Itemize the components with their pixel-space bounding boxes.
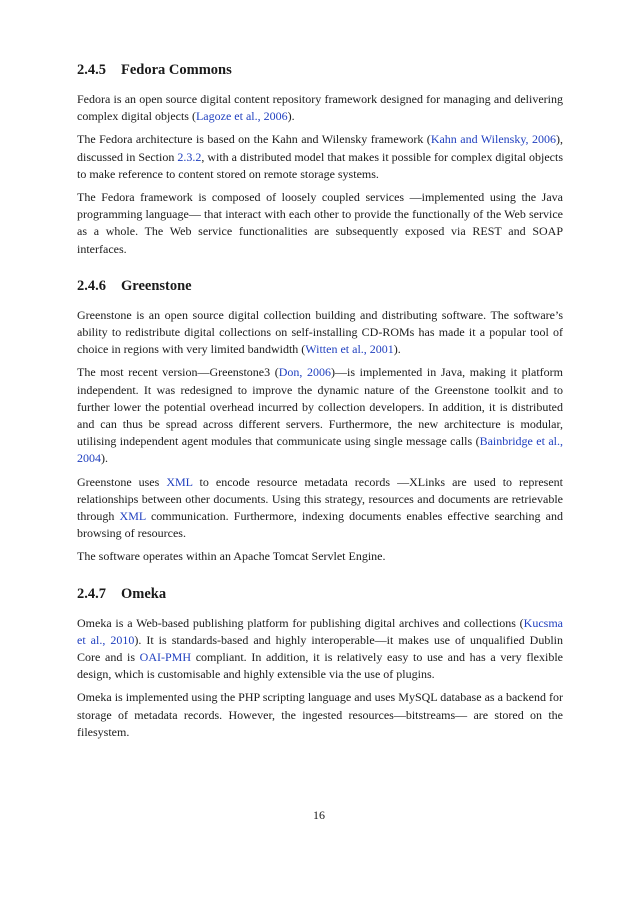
paragraph-text: ), discussed in Section: [77, 132, 563, 164]
section-title: Omeka: [121, 585, 167, 602]
section-2: [77, 584, 563, 741]
section-heading: [77, 276, 563, 296]
paragraph-text: ).: [287, 109, 295, 124]
paragraph-text: The software operates within an Apache Tomcat Servlet Engine.: [77, 549, 386, 564]
paragraph: [77, 91, 563, 125]
section-number: 2.4.7: [77, 585, 106, 602]
page-content: [77, 60, 563, 759]
citation-link[interactable]: Witten et al., 2001: [305, 342, 394, 357]
page-number: 16: [313, 808, 325, 822]
citation-link[interactable]: Bainbridge et al., 2004: [77, 434, 563, 466]
paragraph-text: communication. Furthermore, indexing documents enables effective searching and browsing of resources.: [77, 509, 563, 541]
paragraph-text: Omeka is implemented using the PHP scripting language and uses MySQL database as a backend for storage of metadata records. However, the ingested resources—bitstreams— are stored on the filesystem.: [77, 690, 563, 739]
citation-link[interactable]: XML: [166, 474, 193, 489]
paragraph-text: The Fedora architecture is based on the Kahn and Wilensky framework (: [77, 132, 431, 147]
section-heading: [77, 584, 563, 604]
paragraph: [77, 131, 563, 183]
citation-link[interactable]: Don, 2006: [278, 365, 332, 380]
section-heading: [77, 60, 563, 80]
paragraph-text: , with a distributed model that makes it possible for complex digital objects to make reference to content stored on remote storage systems.: [77, 149, 563, 181]
paragraph: [77, 548, 563, 565]
citation-link[interactable]: Lagoze et al., 2006: [195, 109, 288, 124]
paragraph-text: ).: [101, 451, 108, 466]
paragraph: [77, 307, 563, 359]
citation-link[interactable]: OAI-PMH: [139, 650, 192, 665]
paragraph-text: Greenstone is an open source digital collection building and distributing software. The software’s ability to redistribute digital collections on self-installing CD-ROMs has made it a popular tool of choice in regions with very limited bandwidth (: [77, 307, 563, 357]
paragraph-text: to encode resource metadata records —XLinks are used to represent relationships between other documents. Using this strategy, resources and documents are retrievable through: [77, 474, 564, 524]
citation-link[interactable]: XML: [119, 509, 146, 524]
paragraph: [77, 189, 563, 258]
paragraph: [77, 474, 563, 543]
section-0: [77, 60, 563, 258]
paragraph-text: )—is implemented in Java, making it platform independent. It was redesigned to improve the dynamic nature of the Greenstone toolkit and to further lower the potential overhead incurred by collection developers. In addition, it is distributed and can thus be spread across different servers. Furthermore, the new architecture is modular, utilising independent agent modules that communicate using single message calls (: [77, 365, 563, 449]
section-1: [77, 276, 563, 566]
paragraph-text: compliant. In addition, it is relatively easy to use and has a very flexible design, which is customisable and highly extensible via the use of plugins.: [77, 650, 563, 682]
paragraph-text: Omeka is a Web-based publishing platform for publishing digital archives and collections (: [77, 615, 524, 630]
section-number: 2.4.6: [77, 277, 106, 294]
citation-link[interactable]: Kahn and Wilensky, 2006: [430, 132, 556, 147]
paragraph-text: Fedora is an open source digital content repository framework designed for managing and delivering complex digital objects (: [77, 92, 563, 124]
paragraph: [77, 364, 563, 467]
section-number: 2.4.5: [77, 62, 106, 78]
paragraph: [77, 615, 563, 684]
citation-link[interactable]: Kucsma et al., 2010: [77, 615, 563, 647]
paragraph-text: The most recent version—Greenstone3 (: [77, 365, 279, 380]
paragraph-text: ).: [393, 342, 401, 357]
citation-link[interactable]: 2.3.2: [177, 149, 202, 164]
section-title: Fedora Commons: [121, 62, 232, 78]
paragraph-text: Greenstone uses: [77, 474, 167, 489]
paragraph: [77, 689, 563, 741]
paragraph-text: ). It is standards-based and highly interoperable—it makes use of unqualified Dublin Core and is: [77, 632, 563, 665]
paragraph-text: The Fedora framework is composed of loosely coupled services —implemented using the Java programming language— that interact with each other to provide the functionally of the Web service as a whole. The Web service functionalities are subsequently exposed via REST and SOAP interfaces.: [77, 190, 563, 256]
section-title: Greenstone: [121, 277, 192, 294]
